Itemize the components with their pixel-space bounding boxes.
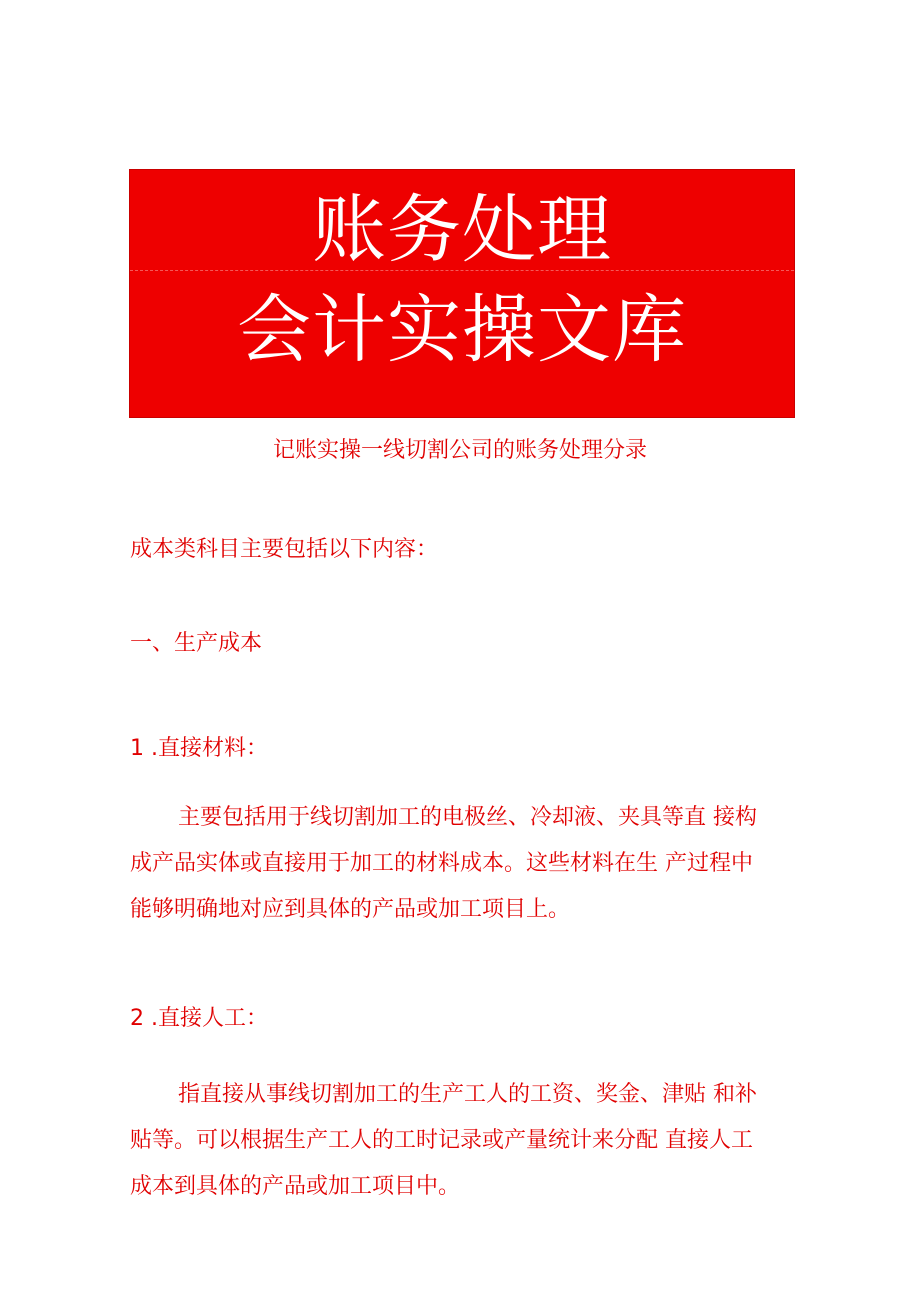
paragraph-line: 能够明确地对应到具体的产品或加工项目上。 <box>130 897 571 922</box>
paragraph-direct-labor <box>130 1072 798 1210</box>
intro-text: 成本类科目主要包括以下内容： <box>130 537 439 562</box>
banner-title-line1: 账务处理 <box>312 187 612 273</box>
document-subtitle: 记账实操一线切割公司的账务处理分录 <box>272 438 647 463</box>
title-banner <box>129 169 795 418</box>
item-heading-direct-labor: 2 .直接人工： <box>130 1006 268 1031</box>
section-heading-production-cost: 一、生产成本 <box>130 631 263 656</box>
banner-divider <box>130 270 794 271</box>
paragraph-line: 贴等。可以根据生产工人的工时记录或产量统计来分配 直接人工 <box>130 1128 753 1153</box>
paragraph-line: 指直接从事线切割加工的生产工人的工资、奖金、津贴 和补 <box>178 1082 757 1107</box>
paragraph-line: 成本到具体的产品或加工项目中。 <box>130 1174 461 1199</box>
paragraph-direct-materials <box>130 795 798 933</box>
item-heading-direct-materials: 1 .直接材料： <box>130 736 268 761</box>
paragraph-line: 主要包括用于线切割加工的电极丝、冷却液、夹具等直 接构 <box>178 805 757 830</box>
paragraph-line: 成产品实体或直接用于加工的材料成本。这些材料在生 产过程中 <box>130 851 753 876</box>
banner-title-line2: 会计实操文库 <box>237 287 687 373</box>
